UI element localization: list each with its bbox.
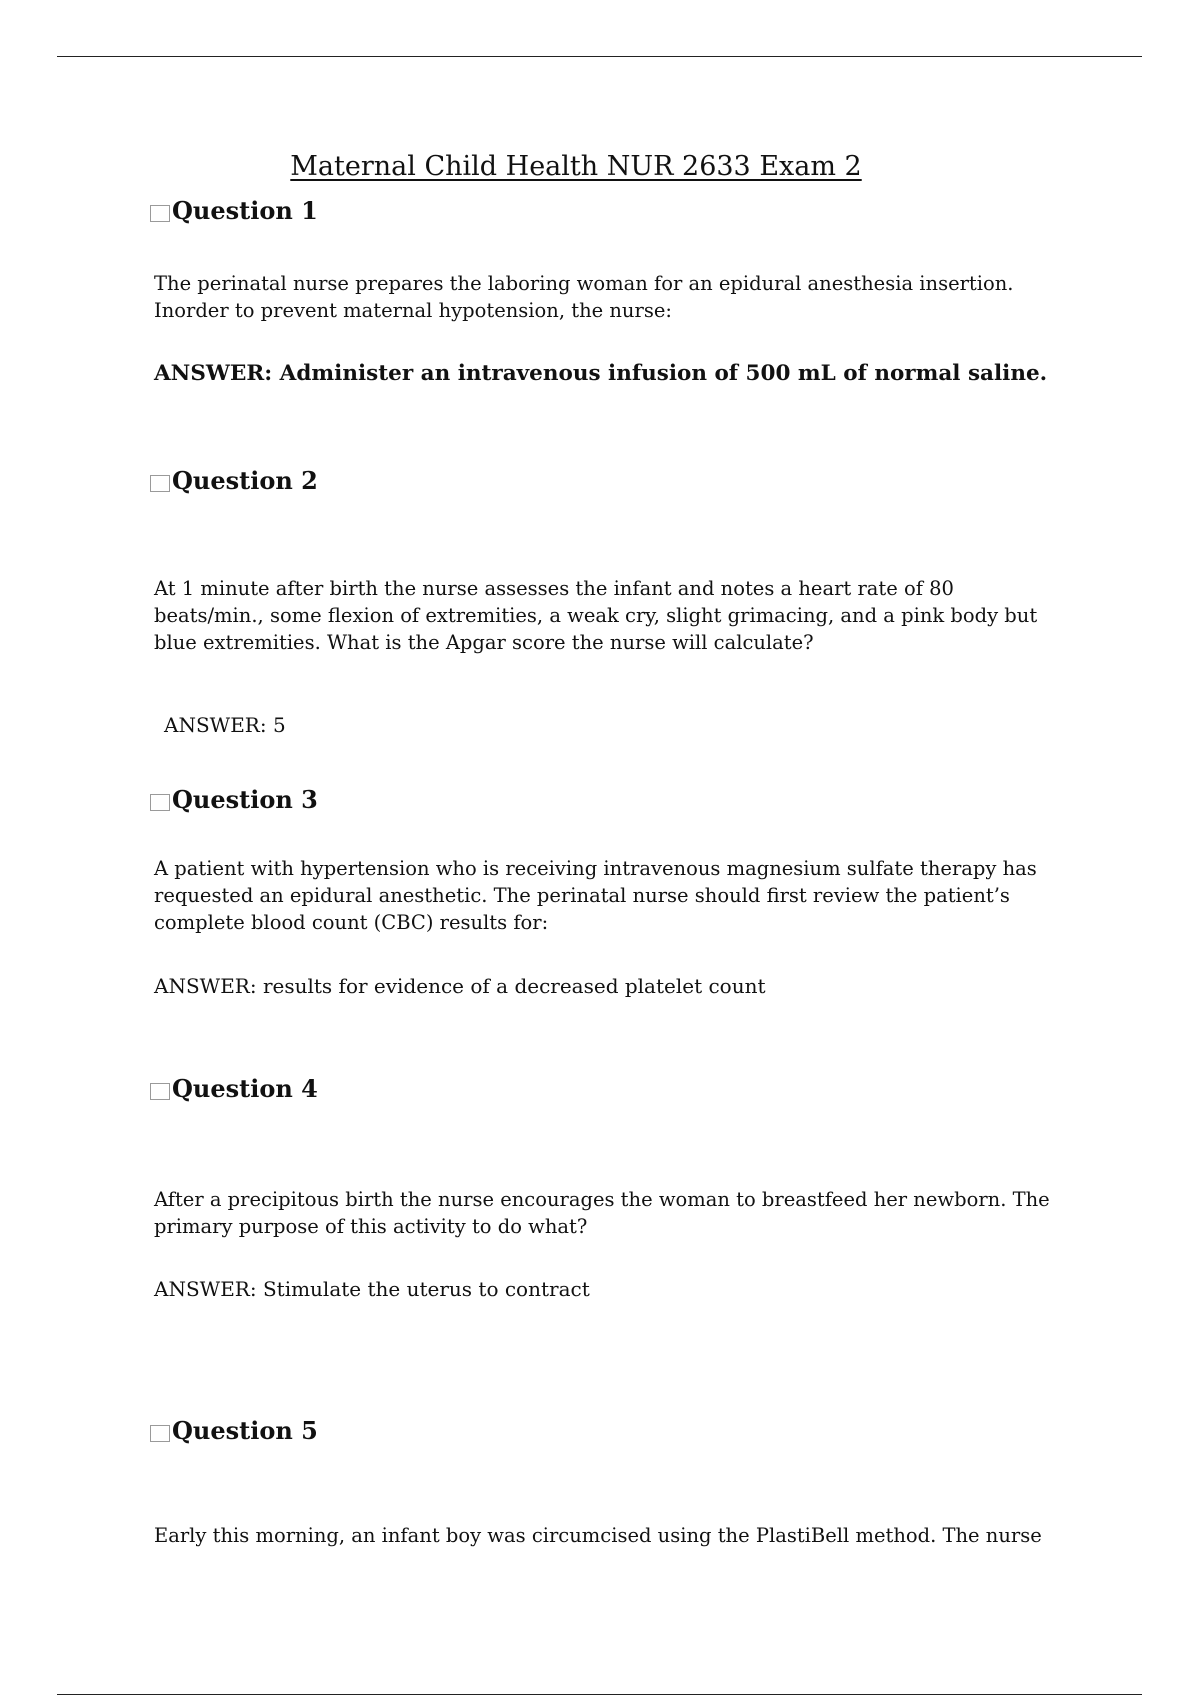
document-title: Maternal Child Health NUR 2633 Exam 2	[290, 151, 862, 182]
question-2-answer: ANSWER: 5	[164, 713, 286, 737]
question-4-text: After a precipitous birth the nurse encourages the woman to breastfeed her newborn. The primary purpose of this activity to do what?	[154, 1188, 1050, 1238]
question-3-heading	[150, 785, 318, 815]
question-5-heading	[150, 1416, 318, 1446]
question-2-label: Question 2	[172, 466, 318, 495]
question-5-label: Question 5	[172, 1416, 318, 1445]
checkbox-icon[interactable]	[150, 1083, 170, 1100]
question-2-heading	[150, 466, 318, 496]
question-5-text: Early this morning, an infant boy was circumcised using the PlastiBell method. The nurse	[154, 1524, 1042, 1547]
question-4-answer: ANSWER: Stimulate the uterus to contract	[154, 1277, 590, 1301]
question-4-heading	[150, 1074, 318, 1104]
checkbox-icon[interactable]	[150, 1425, 170, 1442]
checkbox-icon[interactable]	[150, 475, 170, 492]
question-1-text: The perinatal nurse prepares the laboring woman for an epidural anesthesia insertion. Inorder to prevent maternal hypotension, the nurse:	[154, 272, 1014, 322]
top-rule	[57, 56, 1142, 57]
bottom-rule	[57, 1694, 1142, 1695]
question-3-answer: ANSWER: results for evidence of a decreased platelet count	[154, 974, 766, 998]
question-2-text: At 1 minute after birth the nurse assesses the infant and notes a heart rate of 80 beats/min., some flexion of extremities, a weak cry, slight grimacing, and a pink body but blue extremities. What is the Apgar score the nurse will calculate?	[154, 577, 1038, 654]
question-3-text: A patient with hypertension who is receiving intravenous magnesium sulfate therapy has requested an epidural anesthetic. The perinatal nurse should first review the patient’s complete blood count (CBC) results for:	[154, 857, 1037, 934]
question-4-label: Question 4	[172, 1074, 318, 1103]
question-1-answer: ANSWER: Administer an intravenous infusion of 500 mL of normal saline.	[154, 361, 1048, 386]
question-1-heading	[150, 196, 318, 226]
question-3-label: Question 3	[172, 785, 318, 814]
checkbox-icon[interactable]	[150, 205, 170, 222]
checkbox-icon[interactable]	[150, 794, 170, 811]
question-1-label: Question 1	[172, 196, 318, 225]
